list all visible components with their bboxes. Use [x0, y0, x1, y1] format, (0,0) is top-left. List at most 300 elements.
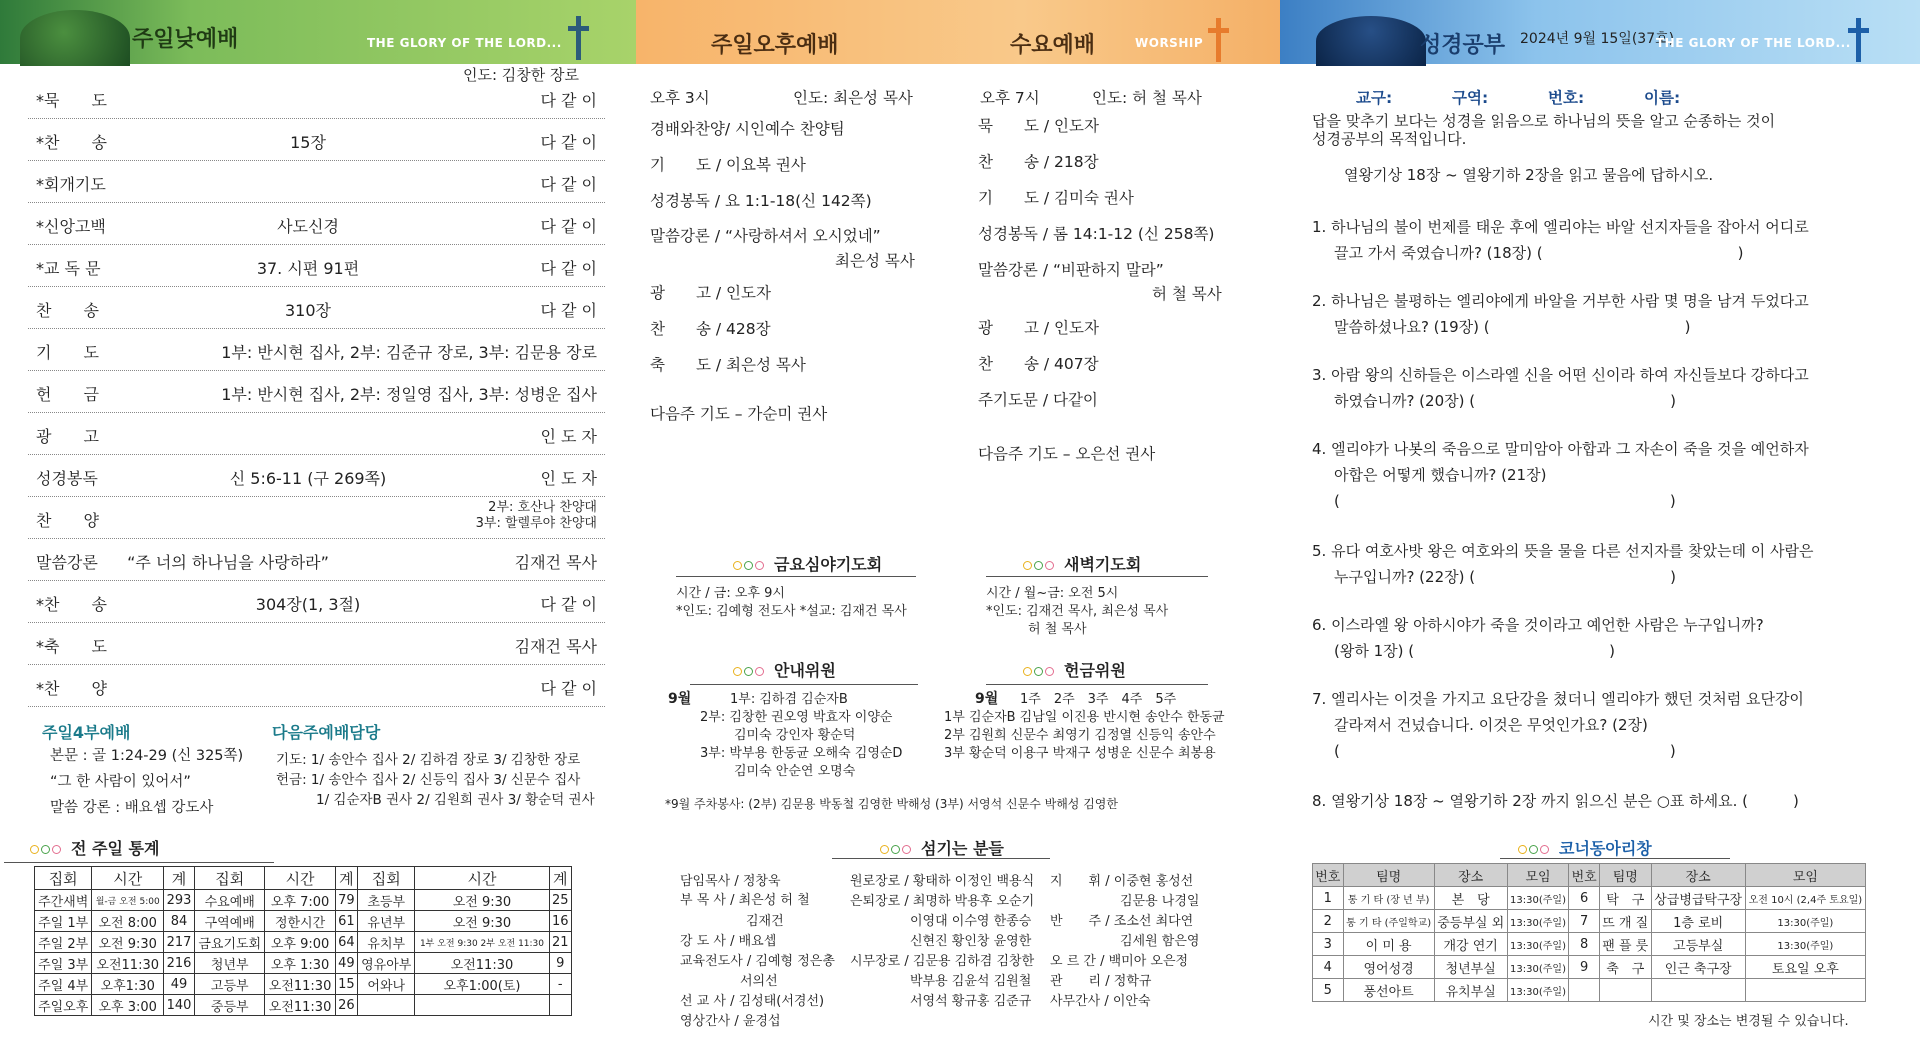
stats-cell: 어와나 — [358, 974, 415, 995]
order-item: “주 너의 하나님을 사랑하라” — [127, 553, 329, 572]
divider — [832, 858, 1050, 859]
order-person: 다 같 이 — [540, 595, 597, 614]
club-cell: 오전 10시 (2,4주 토요일) — [1745, 887, 1865, 910]
guide-title — [733, 658, 836, 681]
stats-cell: 15 — [335, 974, 357, 995]
club-cell: 중등부실 외 — [1434, 910, 1507, 933]
stats-header-row — [35, 867, 572, 890]
stats-table — [34, 866, 572, 1016]
order-person: 다 같 이 — [540, 133, 597, 152]
club-cell: 4 — [1313, 956, 1344, 979]
order-item: 신 5:6-11 (구 269쪽) — [229, 469, 387, 488]
stats-cell: 오후1:30 — [92, 974, 164, 995]
dawn-title — [1023, 552, 1141, 575]
club-cell: 13:30(주일) — [1507, 933, 1569, 956]
order-row — [28, 162, 605, 203]
club-cell: 3 — [1313, 933, 1344, 956]
stats-cell — [358, 995, 415, 1016]
order-person: 인 도 자 — [540, 427, 597, 446]
order-label: 말씀강론 — [36, 553, 98, 572]
question-item — [1312, 538, 1892, 590]
offering-row: 3부 황순덕 이용구 박재구 성병운 신문수 최봉용 — [944, 746, 1216, 761]
club-cell: 팬 플 룻 — [1599, 933, 1651, 956]
intro-line-1: 답을 맞추기 보다는 성경을 읽음으로 하나님의 뜻을 알고 순종하는 것이 — [1312, 112, 1776, 130]
club-row — [1313, 979, 1866, 1002]
servant-item: 강 도 사 / 배요셉 — [680, 934, 777, 949]
order-person: 1부: 반시현 집사, 2부: 정일영 집사, 3부: 성병운 집사 — [221, 385, 597, 404]
stats-cell — [415, 995, 549, 1016]
stats-cell — [549, 995, 571, 1016]
stats-cell: 오후 3:00 — [92, 995, 164, 1016]
stats-cell: 49 — [164, 974, 195, 995]
club-cell — [1599, 979, 1651, 1002]
divider — [986, 684, 1208, 685]
servant-item: 지 휘 / 이중현 홍성선 — [1050, 874, 1194, 889]
question-item — [1312, 686, 1892, 764]
dots-icon — [1023, 661, 1056, 680]
stats-header-cell: 시간 — [92, 867, 164, 890]
servant-item: 신현진 황인창 윤영한 — [910, 934, 1032, 949]
club-cell: 1 — [1313, 887, 1344, 910]
wednesday-leader: 인도: 허 철 목사 — [1092, 89, 1202, 107]
stats-cell: 오후 7:00 — [265, 890, 335, 911]
club-cell: 통 기 타 (장 년 부) — [1343, 887, 1434, 910]
stats-cell: 영유아부 — [358, 953, 415, 974]
order-person-line: 2부: 호산나 찬양대 — [488, 500, 597, 515]
stats-row — [35, 890, 572, 911]
stats-cell: - — [549, 974, 571, 995]
order-person: 다 같 이 — [540, 91, 597, 110]
wednesday-line: 찬 송 / 218장 — [978, 153, 1099, 171]
club-cell: 탁 구 — [1599, 887, 1651, 910]
wednesday-service-title: 수요예배 — [1010, 33, 1096, 58]
order-label: *회개기도 — [36, 175, 106, 194]
afternoon-line: 축 도 / 최은성 목사 — [650, 356, 806, 374]
order-label: *찬 송 — [36, 133, 107, 152]
stats-cell: 오후1:00(토) — [415, 974, 549, 995]
stats-cell: 64 — [335, 932, 357, 953]
order-label: 찬 양 — [36, 511, 99, 530]
stats-cell: 61 — [335, 911, 357, 932]
club-cell — [1651, 979, 1745, 1002]
order-label: *찬 송 — [36, 595, 107, 614]
stats-cell: 21 — [549, 932, 571, 953]
servant-item: 반 주 / 조소선 최다연 — [1050, 914, 1194, 929]
club-row — [1313, 933, 1866, 956]
stats-header-cell: 집회 — [358, 867, 415, 890]
stats-row — [35, 995, 572, 1016]
order-label: *신앙고백 — [36, 217, 106, 236]
order-item: 37. 시편 91편 — [256, 259, 360, 278]
afternoon-line: 기 도 / 이요복 권사 — [650, 156, 806, 174]
club-cell: 6 — [1569, 887, 1600, 910]
club-row — [1313, 887, 1866, 910]
guide-line: 2부: 김창한 권오영 박효자 이양순 — [700, 710, 893, 725]
servant-item: 김문용 나경일 — [1120, 894, 1200, 909]
club-cell: 토요일 오후 — [1745, 956, 1865, 979]
stats-cell: 오후 9:00 — [265, 932, 335, 953]
stats-cell: 구역예배 — [195, 911, 265, 932]
dots-icon — [30, 839, 63, 858]
order-label: *축 도 — [36, 637, 107, 656]
cross-icon — [1848, 18, 1869, 62]
question-answer: 하였습니까? (20장) ( ) — [1334, 392, 1676, 410]
question-answer: 말씀하셨나요? (19장) ( ) — [1334, 318, 1691, 336]
guide-title-text: 안내위원 — [774, 661, 836, 680]
stats-title — [30, 836, 159, 859]
field-label: 번호: — [1548, 89, 1585, 107]
afternoon-line: 성경봉독 / 요 1:1-18(신 142쪽) — [650, 192, 872, 210]
stats-header-cell: 시간 — [265, 867, 335, 890]
club-cell: 고등부실 — [1651, 933, 1745, 956]
afternoon-line: 최은성 목사 — [835, 252, 915, 270]
question-answer: 아합은 어떻게 했습니까? (21장) — [1334, 466, 1547, 484]
wednesday-line: 기 도 / 김미숙 권사 — [978, 189, 1134, 207]
guide-month: 9월 — [668, 691, 692, 707]
stats-cell: 49 — [335, 953, 357, 974]
dawn-people: *인도: 김재건 목사, 최은성 목사 — [986, 604, 1169, 619]
order-row — [28, 414, 605, 455]
question-item — [1312, 288, 1892, 340]
stats-row — [35, 911, 572, 932]
stats-cell: 청년부 — [195, 953, 265, 974]
servant-item: 교육전도사 / 김예형 정은총 — [680, 954, 835, 969]
servant-item: 박부용 김윤석 김원철 — [910, 974, 1032, 989]
dawn-time: 시간 / 월~금: 오전 5시 — [986, 586, 1119, 601]
next-week-offering-2: 1/ 김순자B 권사 2/ 김원희 권사 3/ 황순덕 권사 — [316, 792, 595, 808]
stats-cell: 217 — [164, 932, 195, 953]
service4-scripture: 본문 : 골 1:24-29 (신 325쪽) — [50, 748, 244, 764]
stats-cell: 9 — [549, 953, 571, 974]
club-cell: 7 — [1569, 910, 1600, 933]
stats-row — [35, 953, 572, 974]
order-row — [28, 498, 605, 539]
answer-blank: ( ) — [1334, 492, 1676, 510]
club-header-cell: 팀명 — [1599, 864, 1651, 887]
club-cell: 인근 축구장 — [1651, 956, 1745, 979]
club-cell: 뜨 개 질 — [1599, 910, 1651, 933]
club-cell: 영어성경 — [1343, 956, 1434, 979]
stats-cell: 84 — [164, 911, 195, 932]
stats-cell: 오전 8:00 — [92, 911, 164, 932]
order-person: 다 같 이 — [540, 679, 597, 698]
club-cell: 이 미 용 — [1343, 933, 1434, 956]
dots-icon — [880, 839, 913, 858]
stats-cell: 주일 2부 — [35, 932, 92, 953]
stats-cell: 오전11:30 — [265, 995, 335, 1016]
stats-cell: 주일 4부 — [35, 974, 92, 995]
question-text: 7. 엘리사는 이것을 가지고 요단강을 쳤더니 엘리야가 했던 것처럼 요단강이 — [1312, 690, 1804, 708]
order-person: 김재건 목사 — [514, 637, 597, 656]
stats-cell: 79 — [335, 890, 357, 911]
servant-item: 부 목 사 / 최은성 허 철 — [680, 893, 810, 908]
dots-icon — [733, 555, 766, 574]
wednesday-line: 말씀강론 / “비판하지 말라” — [978, 261, 1164, 279]
question-item — [1312, 214, 1892, 266]
servant-item: 원로장로 / 황태하 이정인 백용식 — [850, 874, 1035, 889]
stats-header-cell: 계 — [549, 867, 571, 890]
stats-header-cell: 계 — [335, 867, 357, 890]
intro-line-2: 성경공부의 목적입니다. — [1312, 130, 1467, 148]
order-person: 다 같 이 — [540, 217, 597, 236]
servant-item: 은퇴장로 / 최명하 박용후 오순기 — [850, 894, 1035, 909]
stats-cell: 중등부 — [195, 995, 265, 1016]
stats-cell: 25 — [549, 890, 571, 911]
stats-cell: 16 — [549, 911, 571, 932]
club-cell — [1569, 979, 1600, 1002]
club-header-cell: 장소 — [1434, 864, 1507, 887]
offering-row: 2부 김원희 신문수 최영기 김정열 신등익 송안수 — [944, 728, 1216, 743]
servant-item: 사무간사 / 이안숙 — [1050, 994, 1151, 1009]
stats-header-cell: 시간 — [415, 867, 549, 890]
instruction: 열왕기상 18장 ~ 열왕기하 2장을 읽고 물음에 답하시오. — [1344, 166, 1714, 184]
stats-header-cell: 집회 — [195, 867, 265, 890]
question-answer: 누구입니까? (22장) ( ) — [1334, 568, 1676, 586]
order-item: 15장 — [290, 133, 326, 152]
wednesday-time: 오후 7시 — [980, 89, 1040, 107]
worship-label: WORSHIP — [1135, 36, 1204, 50]
club-header-cell: 모임 — [1507, 864, 1569, 887]
divider — [4, 862, 274, 863]
stats-cell: 초등부 — [358, 890, 415, 911]
servant-item: 선 교 사 / 김성태(서경선) — [680, 994, 825, 1009]
stats-cell: 주일오후 — [35, 995, 92, 1016]
stats-cell: 주간새벽 — [35, 890, 92, 911]
stats-cell: 293 — [164, 890, 195, 911]
dots-icon — [1023, 555, 1056, 574]
servant-item: 오 르 간 / 백미아 오은정 — [1050, 954, 1189, 969]
stats-cell: 오전 9:30 — [415, 890, 549, 911]
dawn-people-2: 허 철 목사 — [1028, 622, 1087, 637]
stats-cell: 고등부 — [195, 974, 265, 995]
friday-people: *인도: 김예형 전도사 *설교: 김재건 목사 — [676, 604, 907, 619]
order-label: 헌 금 — [36, 385, 99, 404]
club-row — [1313, 956, 1866, 979]
afternoon-line: 말씀강론 / “사랑하셔서 오시었네” — [650, 227, 881, 245]
stats-cell: 140 — [164, 995, 195, 1016]
club-cell: 13:30(주일) — [1507, 956, 1569, 979]
club-cell: 5 — [1313, 979, 1344, 1002]
club-cell: 1층 로비 — [1651, 910, 1745, 933]
stats-cell: 오전 9:30 — [92, 932, 164, 953]
club-cell: 13:30(주일) — [1745, 933, 1865, 956]
servant-item: 서의선 — [740, 974, 778, 989]
order-person: 1부: 반시현 집사, 2부: 김준규 장로, 3부: 김문용 장로 — [221, 343, 597, 362]
question-answer: 끌고 가서 죽였습니까? (18장) ( ) — [1334, 244, 1744, 262]
order-row — [28, 372, 605, 413]
question-answer: (왕하 1장) ( ) — [1334, 642, 1615, 660]
afternoon-time: 오후 3시 — [650, 89, 710, 107]
service4-preacher: 말씀 강론 : 배요셉 강도사 — [50, 800, 214, 816]
club-cell: 9 — [1569, 956, 1600, 979]
service4-title: 주일4부예배 — [42, 723, 131, 742]
order-row — [28, 120, 605, 161]
servant-item: 영상간사 / 윤경섭 — [680, 1014, 781, 1029]
order-row — [28, 204, 605, 245]
worship-leader: 인도: 김창한 장로 — [463, 66, 580, 84]
divider — [676, 576, 916, 577]
order-person: 다 같 이 — [540, 175, 597, 194]
question-text: 8. 열왕기상 18장 ~ 열왕기하 2장 까지 읽으신 분은 ○표 하세요. ( ) — [1312, 792, 1799, 810]
stats-cell: 오후 1:30 — [265, 953, 335, 974]
club-cell: 8 — [1569, 933, 1600, 956]
club-title — [1518, 836, 1652, 859]
bible-study-header — [1280, 0, 1920, 64]
club-row — [1313, 910, 1866, 933]
club-cell: 통 기 타 (주일학교) — [1343, 910, 1434, 933]
order-label: *찬 양 — [36, 679, 107, 698]
wednesday-line: 허 철 목사 — [1152, 285, 1222, 303]
wednesday-line: 성경봉독 / 롬 14:1-12 (신 258쪽) — [978, 225, 1215, 243]
order-label: 광 고 — [36, 427, 99, 446]
question-item — [1312, 436, 1892, 514]
stats-cell: 금요기도회 — [195, 932, 265, 953]
stats-cell: 오전11:30 — [415, 953, 549, 974]
stats-row — [35, 974, 572, 995]
guide-line: 1부: 김하겸 김순자B — [730, 692, 848, 707]
order-label: 성경봉독 — [36, 469, 98, 488]
offering-header: 1주 2주 3주 4주 5주 — [1020, 692, 1177, 707]
guide-line: 3부: 박부용 한동균 오해숙 김영순D — [700, 746, 903, 761]
worship-header-afternoon — [636, 0, 1280, 64]
divider — [690, 684, 918, 685]
order-row — [28, 540, 605, 581]
order-person-line: 3부: 할렐루야 찬양대 — [475, 516, 597, 531]
cross-icon — [1208, 18, 1229, 62]
guide-line: 김미숙 강인자 황순덕 — [734, 728, 856, 743]
club-title-text: 코너동아리창 — [1559, 839, 1652, 858]
field-label: 이름: — [1644, 89, 1681, 107]
order-row — [28, 582, 605, 623]
offering-title-text: 헌금위원 — [1064, 661, 1126, 680]
afternoon-leader: 인도: 최은성 목사 — [793, 89, 913, 107]
club-header-cell: 번호 — [1569, 864, 1600, 887]
next-week-offering: 헌금: 1/ 송안수 집사 2/ 신등익 집사 3/ 신문수 집사 — [276, 772, 581, 788]
question-text: 5. 유다 여호사밧 왕은 여호와의 뜻을 물을 다른 선지자를 찾았는데 이 사람은 — [1312, 542, 1814, 560]
servants-title — [880, 836, 1004, 859]
dawn-title-text: 새벽기도회 — [1064, 555, 1142, 574]
order-row — [28, 666, 605, 707]
stats-header-cell: 계 — [164, 867, 195, 890]
wednesday-line: 광 고 / 인도자 — [978, 319, 1099, 337]
servant-item: 이영대 이수영 한종승 — [910, 914, 1032, 929]
club-note: 시간 및 장소는 변경될 수 있습니다. — [1648, 1014, 1849, 1029]
divider — [986, 576, 1208, 577]
order-item: 304장(1, 3절) — [255, 595, 361, 614]
club-header-row — [1313, 864, 1866, 887]
question-item — [1312, 612, 1892, 664]
stats-cell: 유년부 — [358, 911, 415, 932]
club-cell: 13:30(주일) — [1507, 887, 1569, 910]
question-text: 2. 하나님은 불평하는 엘리야에게 바알을 거부한 사람 몇 명을 남겨 두었다고 — [1312, 292, 1809, 310]
field-label: 교구: — [1356, 89, 1393, 107]
stats-cell: 1부 오전 9:30 2부 오전 11:30 — [415, 932, 549, 953]
order-item: 사도신경 — [277, 217, 339, 236]
stats-cell: 유치부 — [358, 932, 415, 953]
club-header-cell: 번호 — [1313, 864, 1344, 887]
afternoon-next-prayer: 다음주 기도 – 가순미 권사 — [650, 405, 828, 423]
club-cell: 본 당 — [1434, 887, 1507, 910]
next-week-title: 다음주예배담당 — [272, 723, 381, 742]
club-cell: 13:30(주일) — [1507, 910, 1569, 933]
club-cell: 풍선아트 — [1343, 979, 1434, 1002]
servant-item: 김세원 함은영 — [1120, 934, 1200, 949]
stats-title-text: 전 주일 통계 — [71, 839, 160, 858]
next-week-prayer: 기도: 1/ 송안수 집사 2/ 김하겸 장로 3/ 김창한 장로 — [276, 752, 581, 768]
club-cell: 13:30(주일) — [1507, 979, 1569, 1002]
club-cell: 청년부실 — [1434, 956, 1507, 979]
order-row — [28, 624, 605, 665]
afternoon-line: 찬 송 / 428장 — [650, 320, 771, 338]
stats-cell: 오전 9:30 — [415, 911, 549, 932]
order-label: *교 독 문 — [36, 259, 101, 278]
servant-item: 김재건 — [746, 914, 784, 929]
club-header-cell: 팀명 — [1343, 864, 1434, 887]
stats-cell: 정한시간 — [265, 911, 335, 932]
servant-item: 담임목사 / 정창욱 — [680, 874, 781, 889]
dots-icon — [1518, 839, 1551, 858]
bible-study-title: 성경공부 — [1420, 33, 1506, 58]
stats-header-cell: 집회 — [35, 867, 92, 890]
bulletin-date: 2024년 9월 15일(37호) — [1520, 31, 1675, 47]
question-text: 4. 엘리야가 나봇의 죽음으로 말미암아 아합과 그 자손이 죽을 것을 예언하자 — [1312, 440, 1809, 458]
divider — [1500, 858, 1730, 859]
order-person: 김재건 목사 — [514, 553, 597, 572]
order-row — [28, 78, 605, 119]
question-item — [1312, 788, 1892, 814]
stats-cell: 26 — [335, 995, 357, 1016]
order-item: 310장 — [285, 301, 331, 320]
wednesday-line: 주기도문 / 다같이 — [978, 391, 1098, 409]
globe-icon — [1316, 16, 1426, 66]
order-label: 기 도 — [36, 343, 99, 362]
wednesday-line: 찬 송 / 407장 — [978, 355, 1099, 373]
club-cell: 상급병급탁구장 — [1651, 887, 1745, 910]
worship-header-sunday — [0, 0, 636, 64]
bible-subtitle: THE GLORY OF THE LORD... — [1656, 36, 1851, 50]
question-text: 3. 아람 왕의 신하들은 이스라엘 신을 어떤 신이라 하여 자신들보다 강하다고 — [1312, 366, 1809, 384]
offering-row: 1부 김순자B 김남일 이진용 반시현 송안수 한동균 — [944, 710, 1225, 725]
club-cell: 개강 연기 — [1434, 933, 1507, 956]
servant-item: 서영석 황규홍 김준규 — [910, 994, 1032, 1009]
question-text: 6. 이스라엘 왕 아하시야가 죽을 것이라고 예언한 사람은 누구입니까? — [1312, 616, 1764, 634]
offering-month: 9월 — [975, 691, 999, 707]
question-item — [1312, 362, 1892, 414]
order-person — [476, 500, 597, 532]
servants-title-text: 섬기는 분들 — [921, 839, 1004, 858]
sunday-subtitle: THE GLORY OF THE LORD... — [367, 36, 562, 50]
stats-cell: 주일 3부 — [35, 953, 92, 974]
order-label: *묵 도 — [36, 91, 107, 110]
wednesday-next-prayer: 다음주 기도 – 오은선 권사 — [978, 445, 1156, 463]
order-person: 다 같 이 — [540, 301, 597, 320]
order-label: 찬 송 — [36, 301, 99, 320]
friday-title — [733, 552, 882, 575]
stats-cell: 오전11:30 — [265, 974, 335, 995]
stats-cell: 오전11:30 — [92, 953, 164, 974]
order-row — [28, 246, 605, 287]
afternoon-line: 경배와찬양/ 시인예수 찬양팀 — [650, 120, 845, 138]
afternoon-line: 광 고 / 인도자 — [650, 284, 771, 302]
club-cell: 유치부실 — [1434, 979, 1507, 1002]
answer-blank: ( ) — [1334, 742, 1676, 760]
dots-icon — [733, 661, 766, 680]
service4-sermon: “그 한 사람이 있어서” — [50, 774, 191, 790]
club-cell: 2 — [1313, 910, 1344, 933]
stats-cell: 주일 1부 — [35, 911, 92, 932]
order-row — [28, 330, 605, 371]
stats-row — [35, 932, 572, 953]
